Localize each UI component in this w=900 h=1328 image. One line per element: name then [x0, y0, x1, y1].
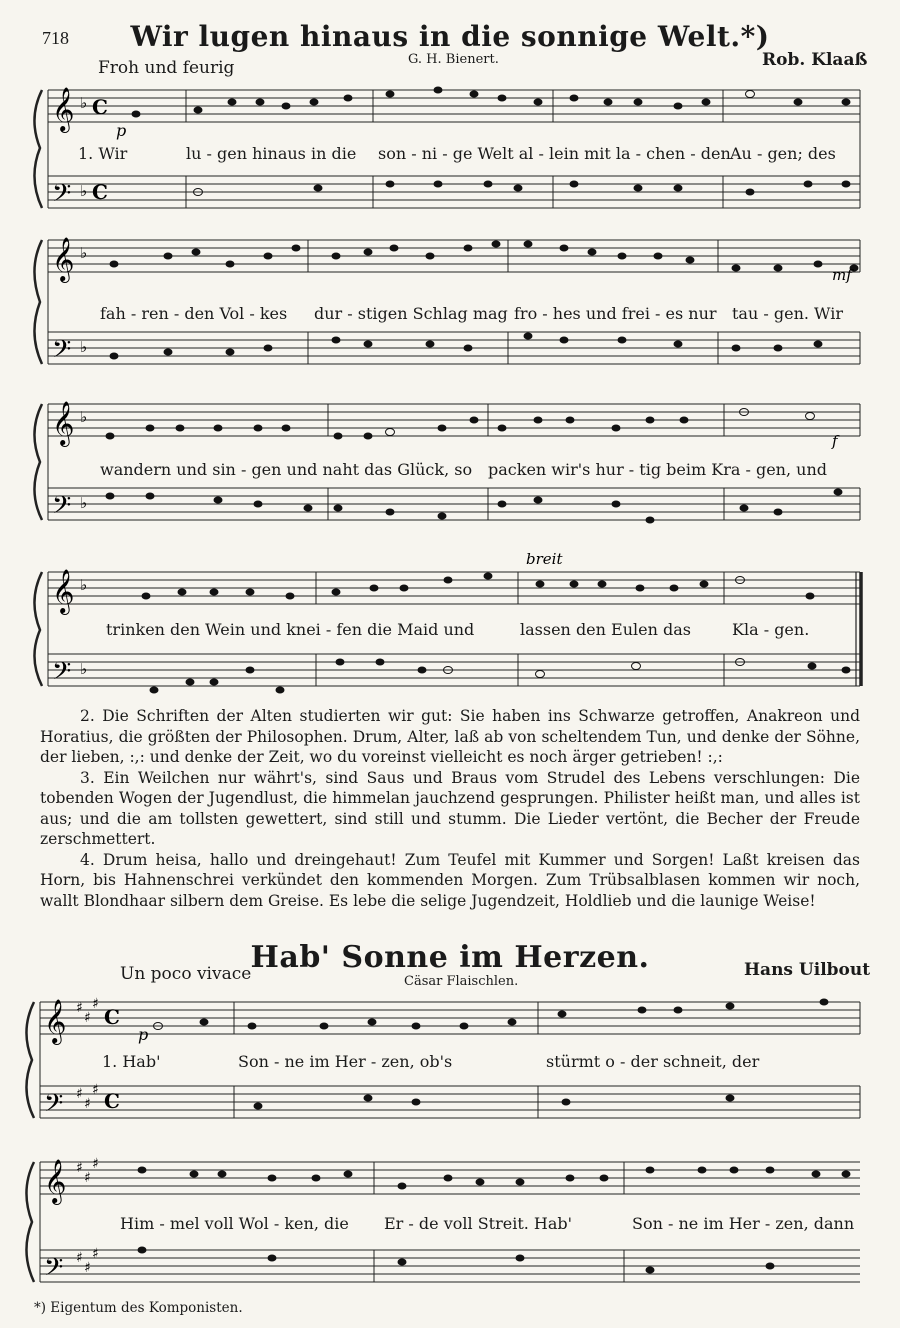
treble-clef-icon: 𝄞: [52, 87, 75, 131]
lyric: trinken den Wein und knei - fen die Maid und: [106, 620, 475, 639]
lyric: fro - hes und frei - es nur: [514, 304, 717, 323]
bass-clef-icon: 𝄢: [44, 1253, 64, 1288]
bass-clef-icon: 𝄢: [44, 1089, 64, 1124]
lyrics-line: [18, 620, 868, 644]
song2-lyricist: Cäsar Flaischlen.: [404, 974, 519, 989]
notes: [110, 241, 859, 360]
lyric: tau - gen. Wir: [732, 304, 843, 323]
lyrics-line: [18, 144, 868, 168]
flat-icon: ♭: [80, 338, 88, 356]
sharp-icon: ♯: [76, 1000, 83, 1016]
sharp-icon: ♯: [92, 1156, 99, 1172]
lyric: Him - mel voll Wol - ken, die: [120, 1214, 349, 1233]
song1-system-2: [18, 228, 868, 378]
song2-system-2: [18, 1146, 868, 1296]
verse-4: 4. Drum heisa, hallo und dreingehaut! Zum Teufel mit Kummer und Sorgen! Laßt kreisen das Horn, bis Hahnenschrei verkündet den kommenden Morgen. Zum Trübsalblasen kommen wir noch, wallt Blondhaar silbern dem Greise. Es lebe die selige Jugendzeit, Holdlieb und die launige Weise!: [40, 850, 860, 910]
song2-system-1: [18, 990, 868, 1130]
sharp-icon: ♯: [84, 1096, 91, 1112]
song1-system-4: [18, 550, 868, 700]
treble-clef-icon: 𝄞: [52, 237, 75, 281]
footnote: *) Eigentum des Komponisten.: [34, 1300, 243, 1316]
treble-clef-icon: 𝄞: [44, 999, 67, 1043]
song2-composer: Hans Uilbout: [744, 960, 871, 980]
lyric: dur - stigen Schlag mag: [314, 304, 508, 323]
bass-clef-icon: 𝄢: [52, 491, 72, 526]
song1-system-3: [18, 388, 868, 538]
lyric: wandern und sin - gen und naht das Glück, so: [100, 460, 473, 479]
lyrics-line: [18, 460, 868, 484]
svg-text:p: p: [116, 121, 127, 140]
lyric: son - ni - ge Welt al - lein mit la - chen - den: [378, 144, 731, 163]
treble-clef-icon: 𝄞: [52, 569, 75, 613]
lyric: Kla - gen.: [732, 620, 810, 639]
sharp-icon: ♯: [84, 1170, 91, 1186]
bass-clef-icon: 𝄢: [52, 657, 72, 692]
svg-text:C: C: [104, 1089, 120, 1113]
flat-icon: ♭: [80, 94, 88, 112]
lyric: 1. Hab': [102, 1052, 161, 1071]
song1-title: Wir lugen hinaus in die sonnige Welt.*): [130, 20, 770, 53]
song1-composer: Rob. Klaaß: [762, 50, 868, 70]
grand-staff: [18, 228, 868, 378]
lyric: Son - ne im Her - zen, ob's: [238, 1052, 453, 1071]
sharp-icon: ♯: [84, 1260, 91, 1276]
svg-text:p: p: [138, 1025, 149, 1044]
bass-clef-icon: 𝄢: [52, 179, 72, 214]
song2-title: Hab' Sonne im Herzen.: [250, 940, 650, 975]
flat-icon: ♭: [80, 576, 88, 594]
lyric: 1. Wir: [78, 144, 128, 163]
flat-icon: ♭: [80, 408, 88, 426]
sharp-icon: ♯: [84, 1010, 91, 1026]
lyric: fah - ren - den Vol - kes: [100, 304, 288, 323]
treble-clef-icon: 𝄞: [52, 401, 75, 445]
sharp-icon: ♯: [76, 1160, 83, 1176]
page-number: 718: [42, 28, 69, 48]
song1-system-1: [18, 78, 868, 220]
lyric: packen wir's hur - tig beim Kra - gen, und: [488, 460, 828, 479]
lyric: lu - gen hinaus in die: [186, 144, 357, 163]
verse-3: 3. Ein Weilchen nur währt's, sind Saus und Braus vom Strudel des Lebens verschlungen: Die tobenden Wogen der Jugendlust, die himmelan jauchzend gesprungen. Philister heißt man, und alles ist aus; und die am tollsten gewettert, sind still und stumm. Die Lieder vertönt, die Becher der Freude zerschmettert.: [40, 768, 860, 848]
verses: [40, 706, 860, 911]
sharp-icon: ♯: [92, 1246, 99, 1262]
notes: [132, 87, 851, 196]
lyric: stürmt o - der schneit, der: [546, 1052, 760, 1071]
sharp-icon: ♯: [76, 1086, 83, 1102]
svg-text:C: C: [104, 1005, 120, 1029]
svg-text:mf: mf: [832, 266, 852, 284]
lyrics-line: [18, 304, 868, 328]
flat-icon: ♭: [80, 494, 88, 512]
flat-icon: ♭: [80, 244, 88, 262]
sharp-icon: ♯: [92, 996, 99, 1012]
lyrics-line: [18, 1052, 868, 1076]
lyric: lassen den Eulen das: [520, 620, 691, 639]
tempo-marking: breit: [526, 550, 563, 568]
song2-tempo: Un poco vivace: [120, 964, 252, 984]
lyric: Er - de voll Streit. Hab': [384, 1214, 573, 1233]
song1-lyricist: G. H. Bienert.: [408, 52, 499, 67]
svg-text:f: f: [832, 432, 838, 450]
treble-clef-icon: 𝄞: [44, 1159, 67, 1203]
flat-icon: ♭: [80, 660, 88, 678]
svg-text:C: C: [92, 95, 108, 119]
verse-2: 2. Die Schriften der Alten studierten wir gut: Sie haben ins Schwarze getroffen, Anakreon und Horatius, die größten der Philosophen. Drum, Alter, laß ab von scheltendem Tun, und denke der Söhne, der lieben, :,: und denke der Zeit, wo du voreinst vielleicht es noch ärger getrieben! :,:: [40, 707, 860, 766]
bass-clef-icon: 𝄢: [52, 335, 72, 370]
song1-tempo: Froh und feurig: [98, 58, 235, 78]
flat-icon: ♭: [80, 182, 88, 200]
lyric: Son - ne im Her - zen, dann: [632, 1214, 855, 1233]
sharp-icon: ♯: [92, 1082, 99, 1098]
sharp-icon: ♯: [76, 1250, 83, 1266]
lyrics-line: [18, 1214, 868, 1238]
svg-text:C: C: [92, 180, 108, 204]
lyric: Au - gen; des: [730, 144, 836, 163]
